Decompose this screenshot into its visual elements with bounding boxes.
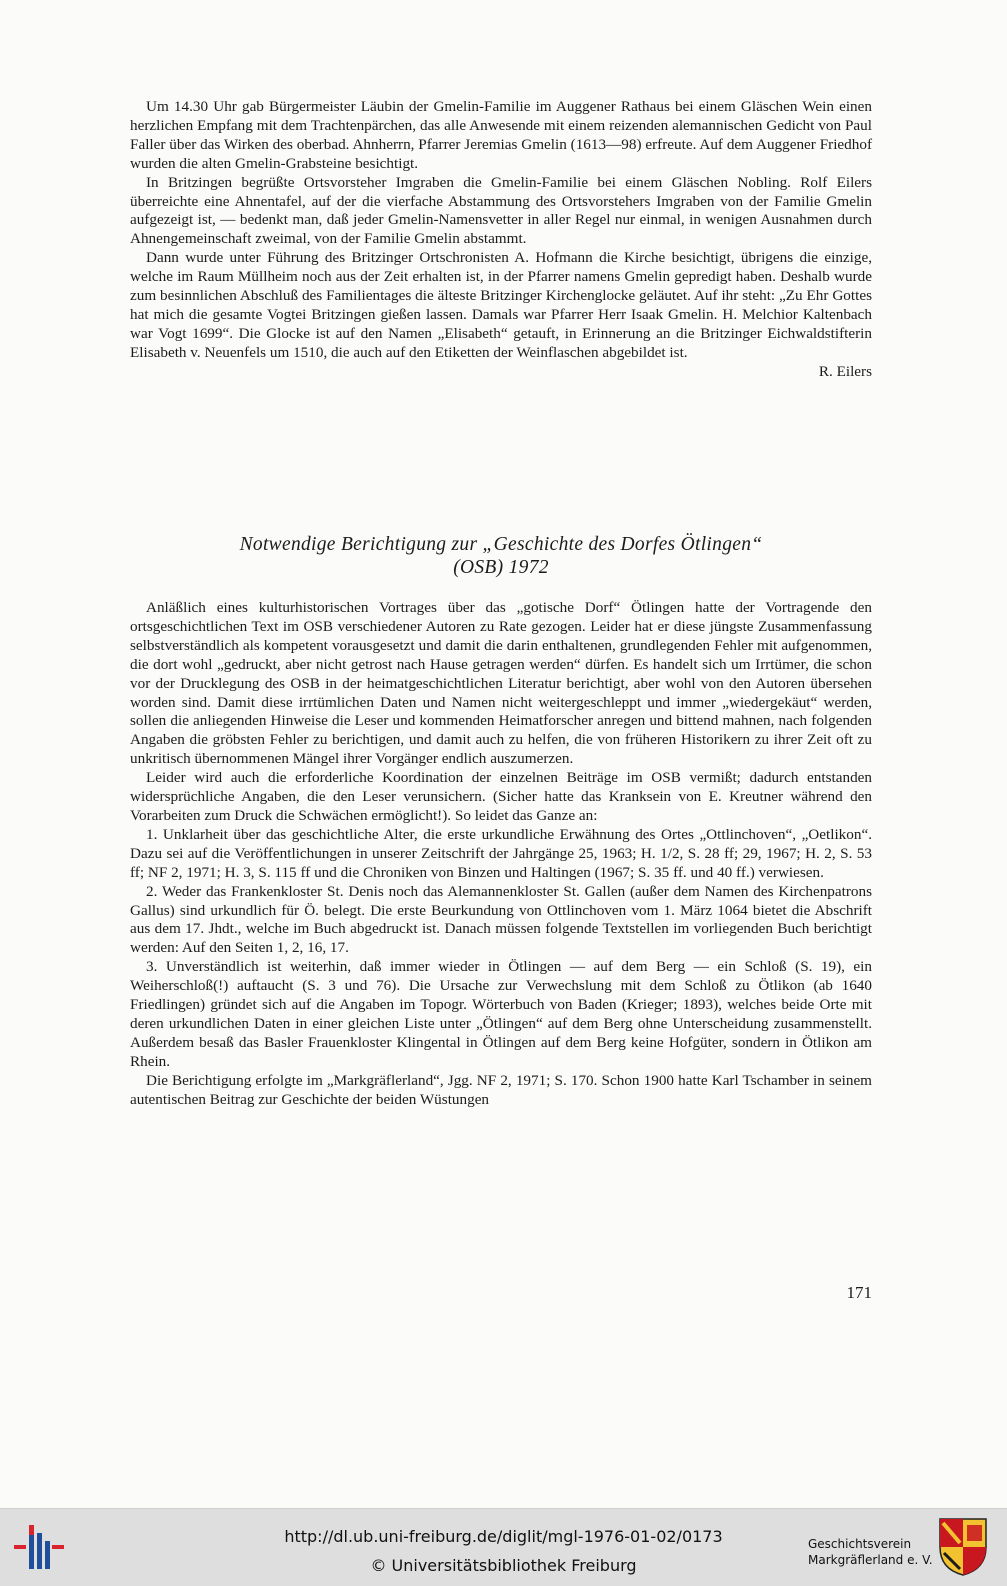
heading-line-1: Notwendige Berichtigung zur „Geschichte des Dorfes Ötlingen“ <box>239 534 763 555</box>
paragraph: Dann wurde unter Führung des Britzinger Ortschronisten A. Hofmann die Kirche besichtigt, übrigens die einzige, welche im Raum Müllheim noch aus der Zeit erhalten ist, in der Pfarrer namens Gmelin gepredigt haben. Deshalb wurde zum besinnlichen Abschluß des Familientages die älteste Britzinger Kirchenglocke geläutet. Auf ihr steht: „Zu Ehr Gottes hat mich die gesamte Vogtei Britzingen gießen lassen. Damals war Pfarrer Herr Isaak Gmelin. H. Melchior Kaltenbach war Vogt 1699“. Die Glocke ist auf den Namen „Elisabeth“ getauft, in Erinnerung an die Britzinger Eichwaldstifterin Elisabeth v. Neuenfels um 1510, die auch auf den Etiketten der Weinflaschen abgebildet ist. <box>130 249 872 361</box>
org-name-line-1: Geschichtsverein <box>808 1537 912 1551</box>
footer-copyright: © Universitätsbibliothek Freiburg <box>370 1556 637 1575</box>
coat-of-arms-icon[interactable] <box>938 1517 988 1577</box>
numbered-paragraph: 1. Unklarheit über das geschichtliche Alter, die erste urkundliche Erwähnung des Ortes „Ottlinchoven“, „Oetlikon“. Dazu sei auf die Veröffentlichungen in unserer Zeitschrift der Jahrgänge 25, 1963; H. 1/2, S. 28 ff; 29, 1967; H. 2, S. 53 ff; NF 2, 1971; H. 3, S. 115 ff und die Chroniken von Binzen und Haltingen (1967; S. 35 ff. und 40 ff.) verwiesen. <box>130 825 872 881</box>
org-name-line-2: Markgräflerland e. V. <box>808 1553 933 1567</box>
author-signature: R. Eilers <box>818 362 872 380</box>
article-correction-oetlingen <box>130 599 872 1109</box>
numbered-paragraph: 2. Weder das Frankenkloster St. Denis noch das Alemannenkloster St. Gallen (außer dem Namen des Kirchenpatrons Gallus) sind urkundlich für Ö. belegt. Die erste Beurkundung von Ottlinchoven vom 1. März 1064 bietet die Abschrift aus dem 17. Jhdt., welche im Buch abgedruckt ist. Danach müssen folgende Textstellen im vorliegenden Buch berichtigt werden: Auf den Seiten 1, 2, 16, 17. <box>130 882 872 957</box>
article-heading <box>130 533 872 579</box>
footer-url-link[interactable]: http://dl.ub.uni-freiburg.de/diglit/mgl-1976-01-02/0173 <box>284 1527 723 1546</box>
footer-bar <box>0 1508 1007 1586</box>
heading-line-2: (OSB) 1972 <box>453 557 549 578</box>
page-number: 171 <box>846 1283 872 1302</box>
numbered-paragraph: 3. Unverständlich ist weiterhin, daß immer wieder in Ötlingen — auf dem Berg — ein Schloß (S. 19), ein Weiherschloß(!) auftaucht (S. 3 und 76). Die Ursache zur Verwechslung mit dem Schloß zu Ötlikon (ab 1640 Friedlingen) gründet sich auf die Angaben im Topogr. Wörterbuch von Baden (Krieger; 1893), welches beide Orte mit deren urkundlichen Daten in einer gleichen Liste unter „Ötlingen“ auf dem Berg ohne Unterscheidung zusammenstellt. Außerdem besaß das Basler Frauenkloster Klingental in Ötlingen auf dem Berg keine Hofgüter, sondern in Ötlikon am Rhein. <box>130 958 872 1070</box>
paragraph: Die Berichtigung erfolgte im „Markgräflerland“, Jgg. NF 2, 1971; S. 170. Schon 1900 hatte Karl Tschamber in seinem autentischen Beitrag zur Geschichte der beiden Wüstungen <box>130 1071 872 1108</box>
article-gmelin-family-day <box>130 98 872 382</box>
paragraph: Anläßlich eines kulturhistorischen Vortrages über das „gotische Dorf“ Ötlingen hatte der Vortragende den ortsgeschichtlichen Text im OSB verschiedener Autoren zu Rate gezogen. Leider hat er diese jüngste Zusammenfassung selbstverständlich als kompetent vorausgesetzt und damit die darin enthaltenen, grundlegenden Fehler mit aufgenommen, die dort wohl „gedruckt, aber nicht getrost nach Hause getragen werden“ dürfen. Es handelt sich um Irrtümer, die schon vor der Drucklegung des OSB in der heimatgeschichtlichen Literatur berichtigt, aber wohl von den Autoren übersehen worden sind. Damit diese irrtümlichen Daten und Namen nicht weitergeschleppt und immer „wiedergekäut“ werden, sollen die anliegenden Hinweise die Leser und kommenden Heimatforscher anregen und bittend mahnen, nach folgenden Angaben die gröbsten Fehler zu berichtigen, und damit auch zu helfen, die von früheren Historikern zu ihrer Zeit oft zu unkritisch übernommenen Mängel ihrer Vorgänger endlich auszumerzen. <box>130 599 872 768</box>
paragraph: Leider wird auch die erforderliche Koordination der einzelnen Beiträge im OSB vermißt; dadurch entstanden widersprüchliche Angaben, die den Leser verunsichern. (Sicher hatte das Kranksein von E. Kreutner während den Vorarbeiten zum Druck die Schwächen ermöglicht!). So leidet das Ganze an: <box>130 769 872 824</box>
paragraph: In Britzingen begrüßte Ortsvorsteher Imgraben die Gmelin-Familie bei einem Gläschen Nobling. Rolf Eilers überreichte eine Ahnentafel, auf der die vierfache Abstammung des Ortsvorstehers Imgraben von der Familie Gmelin aufgezeigt ist, — bedenkt man, daß jeder Gmelin-Namensvetter in aller Regel nur einmal, in wenigen Ausnahmen durch Ahnengemeinschaft zweimal, von der Familie Gmelin abstammt. <box>130 173 872 248</box>
paragraph: Um 14.30 Uhr gab Bürgermeister Läubin der Gmelin-Familie im Auggener Rathaus bei einem Gläschen Wein einen herzlichen Empfang mit dem Trachtenpärchen, das alle Anwesende mit einem reizenden alemannischen Gedicht von Paul Faller über das Wirken des oberbad. Ahnherrn, Pfarrer Jeremias Gmelin (1613—98) erfreute. Auf dem Auggener Friedhof wurden die alten Gmelin-Grabsteine besichtigt. <box>130 98 872 172</box>
footer-organization <box>808 1536 933 1568</box>
